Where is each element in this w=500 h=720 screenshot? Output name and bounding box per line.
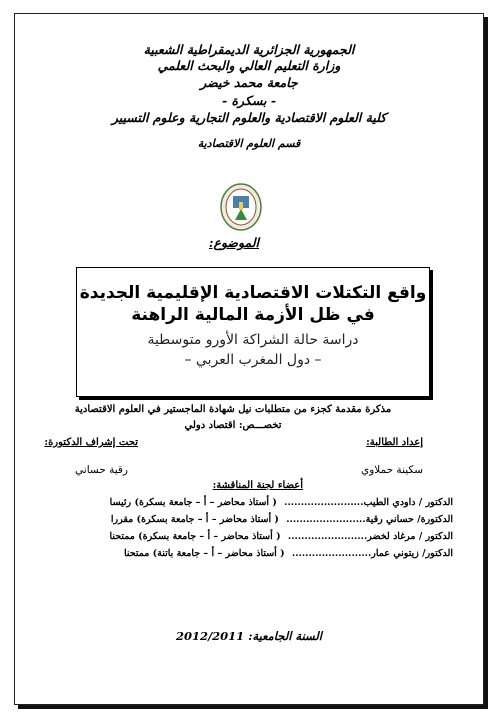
member-name: الدكتور / مرغاد لخضر........................ bbox=[287, 531, 453, 542]
committee-member-4 bbox=[45, 548, 453, 560]
student-label: إعداد الطالبة: bbox=[366, 437, 423, 448]
member-rank: ( أستاذ محاضر – أ – جامعة باتنة) ممتحنا bbox=[123, 548, 285, 559]
committee-member-1 bbox=[45, 497, 453, 509]
thesis-title-line1: واقع التكتلات الاقتصادية الإقليمية الجديدة bbox=[79, 283, 427, 303]
department-title: قسم العلوم الاقتصادية bbox=[197, 137, 301, 150]
supervisor-name: رقية حساني bbox=[75, 464, 128, 476]
member-name: الدكتورة/ حساني رقية........................ bbox=[286, 514, 453, 525]
committee-member-3 bbox=[45, 531, 453, 543]
member-rank: ( أستاذ محاضر – أ – جامعة بسكرة) رئيسا bbox=[109, 497, 277, 508]
supervisor-label: تحت إشراف الدكتورة: bbox=[44, 437, 138, 448]
memo-line1: مذكرة مقدمة كجزء من متطلبات نيل شهادة الماجستير في العلوم الاقتصادية bbox=[74, 404, 392, 415]
member-rank: ( أستاذ محاضر – أ – جامعة بسكرة) مقررا bbox=[110, 514, 279, 525]
member-rank: ( أستاذ محاضر – أ – جامعة بسكرة) ممتحنا bbox=[109, 531, 281, 542]
university-logo bbox=[211, 182, 271, 232]
title-box bbox=[76, 267, 430, 397]
faculty-title: كلية العلوم الاقتصادية والعلوم التجارية وعلوم التسيير bbox=[111, 110, 387, 125]
thesis-subtitle-line1: دراسة حالة الشراكة الأورو متوسطية bbox=[147, 332, 359, 348]
university-title: جامعة محمد خيضر bbox=[200, 75, 298, 90]
member-name: الدكتور / داودي الطيب........................ bbox=[284, 497, 453, 508]
academic-year: السنة الجامعية: 2012/2011 bbox=[175, 629, 323, 643]
document-page bbox=[14, 13, 484, 705]
member-name: الدكتور/ زيتوني عمار........................ bbox=[291, 548, 453, 559]
committee-label: أعضاء لجنة المناقشة: bbox=[212, 480, 303, 491]
committee-member-2 bbox=[45, 514, 453, 526]
republic-title: الجمهورية الجزائرية الديمقراطية الشعبية bbox=[143, 42, 355, 57]
city-title: - بسكرة - bbox=[221, 93, 277, 108]
thesis-subtitle-line2: – دول المغرب العربي – bbox=[184, 352, 322, 368]
ministry-title: وزارة التعليم العالي والبحث العلمي bbox=[157, 58, 341, 73]
thesis-title-line2: في ظل الأزمة المالية الراهنة bbox=[131, 305, 375, 325]
subject-label: الموضوع: bbox=[208, 235, 259, 250]
student-name: سكينة حملاوي bbox=[360, 464, 423, 476]
memo-line2: تخصـــص: اقتصاد دولي bbox=[184, 420, 282, 431]
